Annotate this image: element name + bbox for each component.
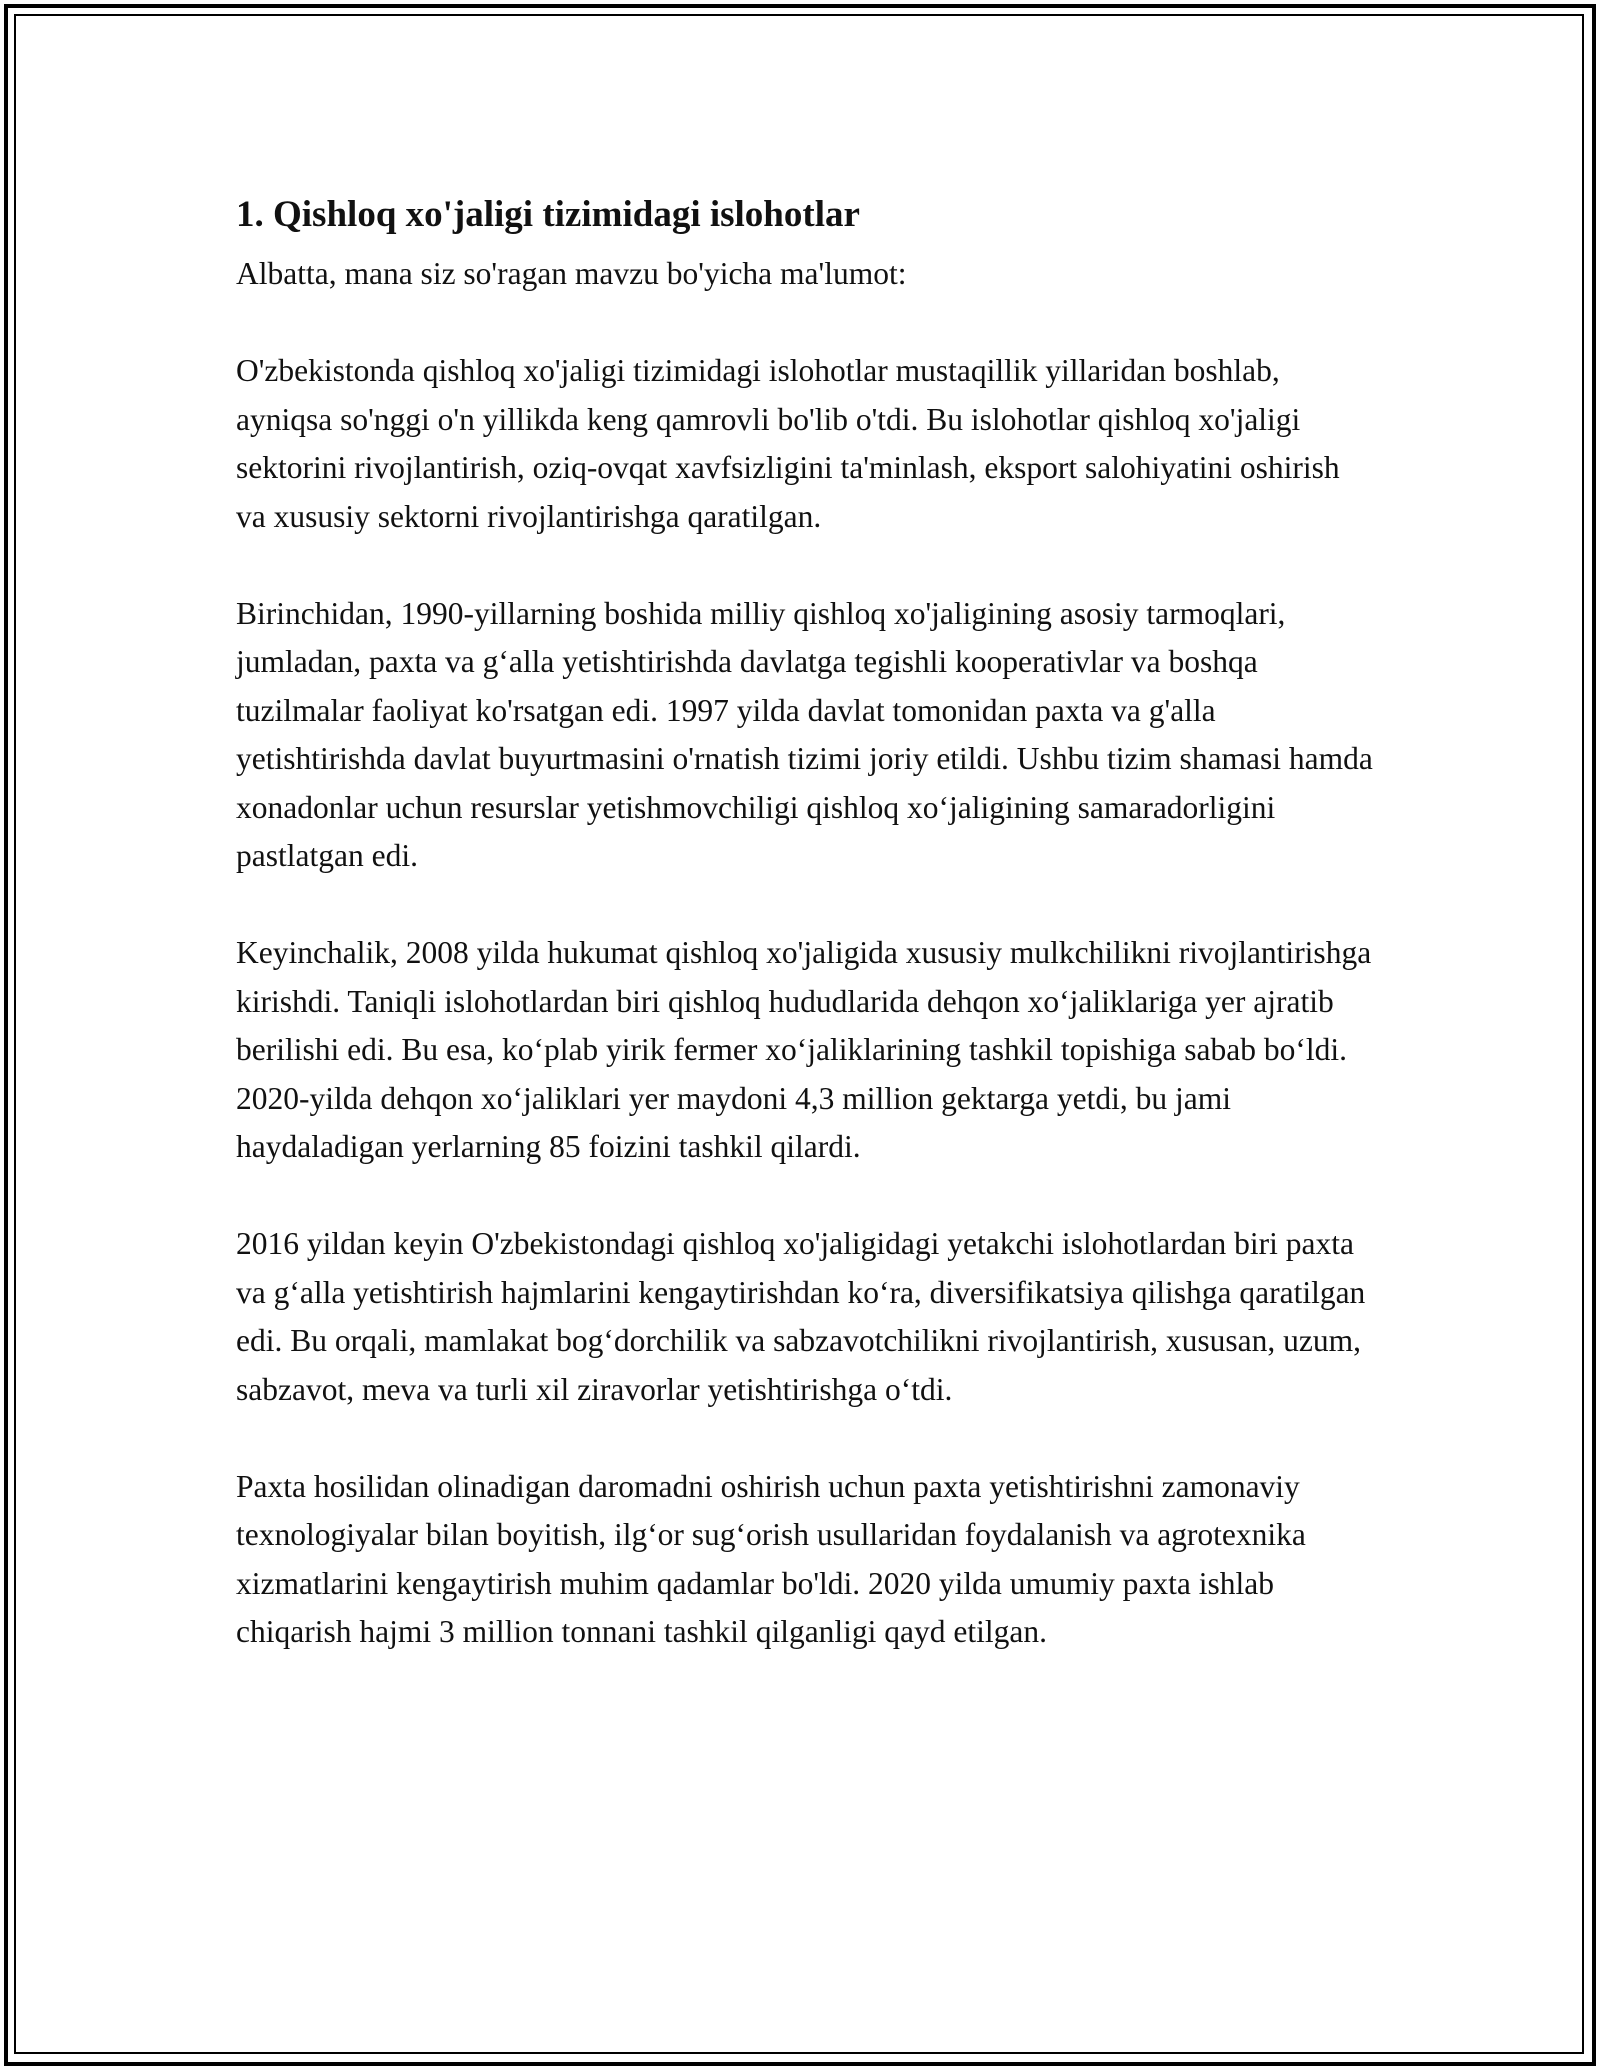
paragraph-intro: Albatta, mana siz so'ragan mavzu bo'yicha ma'lumot: <box>236 256 907 291</box>
paragraph-2016: 2016 yildan keyin O'zbekistondagi qishloq xo'jaligidagi yetakchi islohotlardan biri paxta va g‘alla yetishtirish hajmlarini kengaytirishdan ko‘ra, diversifikatsiya qilishga qaratilgan edi. Bu orqali, mamlakat bog‘dorchilik va sabzavotchilikni rivojlantirish, xususan, uzum, sabzavot, meva va turli xil ziravorlar yetishtirishga o‘tdi. <box>236 1226 1366 1407</box>
paragraph-2008: Keyinchalik, 2008 yilda hukumat qishloq xo'jaligida xususiy mulkchilikni rivojlantirishga kirishdi. Taniqli islohotlardan biri qishloq hududlarida dehqon xo‘jaliklariga yer ajratib berilishi edi. Bu esa, ko‘plab yirik fermer xo‘jaliklarining tashkil topishiga sabab bo‘ldi. 2020-yilda dehqon xo‘jaliklari yer maydoni 4,3 million gektarga yetdi, bu jami haydaladigan yerlarning 85 foizini tashkil qilardi. <box>236 935 1372 1164</box>
document-body <box>236 180 1376 1705</box>
paragraph-cotton: Paxta hosilidan olinadigan daromadni oshirish uchun paxta yetishtirishni zamonaviy texnologiyalar bilan boyitish, ilg‘or sug‘orish usullaridan foydalanish va agrotexnika xizmatlarini kengaytirish muhim qadamlar bo'ldi. 2020 yilda umumiy paxta ishlab chiqarish hajmi 3 million tonnani tashkil qilganligi qayd etilgan. <box>236 1468 1306 1649</box>
paragraph-overview: O'zbekistonda qishloq xo'jaligi tizimidagi islohotlar mustaqillik yillaridan boshlab, ayniqsa so'nggi o'n yillikda keng qamrovli bo'lib o'tdi. Bu islohotlar qishloq xo'jaligi sektorini rivojlantirish, oziq-ovqat xavfsizligini ta'minlash, eksport salohiyatini oshirish va xususiy sektorni rivojlantirishga qaratilgan. <box>236 353 1340 534</box>
document-title: 1. Qishloq xo'jaligi tizimidagi islohotlar <box>236 194 860 235</box>
paragraph-1990s: Birinchidan, 1990-yillarning boshida milliy qishloq xo'jaligining asosiy tarmoqlari, jumladan, paxta va g‘alla yetishtirishda davlatga tegishli kooperativlar va boshqa tuzilmalar faoliyat ko'rsatgan edi. 1997 yilda davlat tomonidan paxta va g'alla yetishtirishda davlat buyurtmasini o'rnatish tizimi joriy etildi. Ushbu tizim shamasi hamda xonadonlar uchun resurslar yetishmovchiligi qishloq xo‘jaligining samaradorligini pastlatgan edi. <box>236 595 1373 873</box>
